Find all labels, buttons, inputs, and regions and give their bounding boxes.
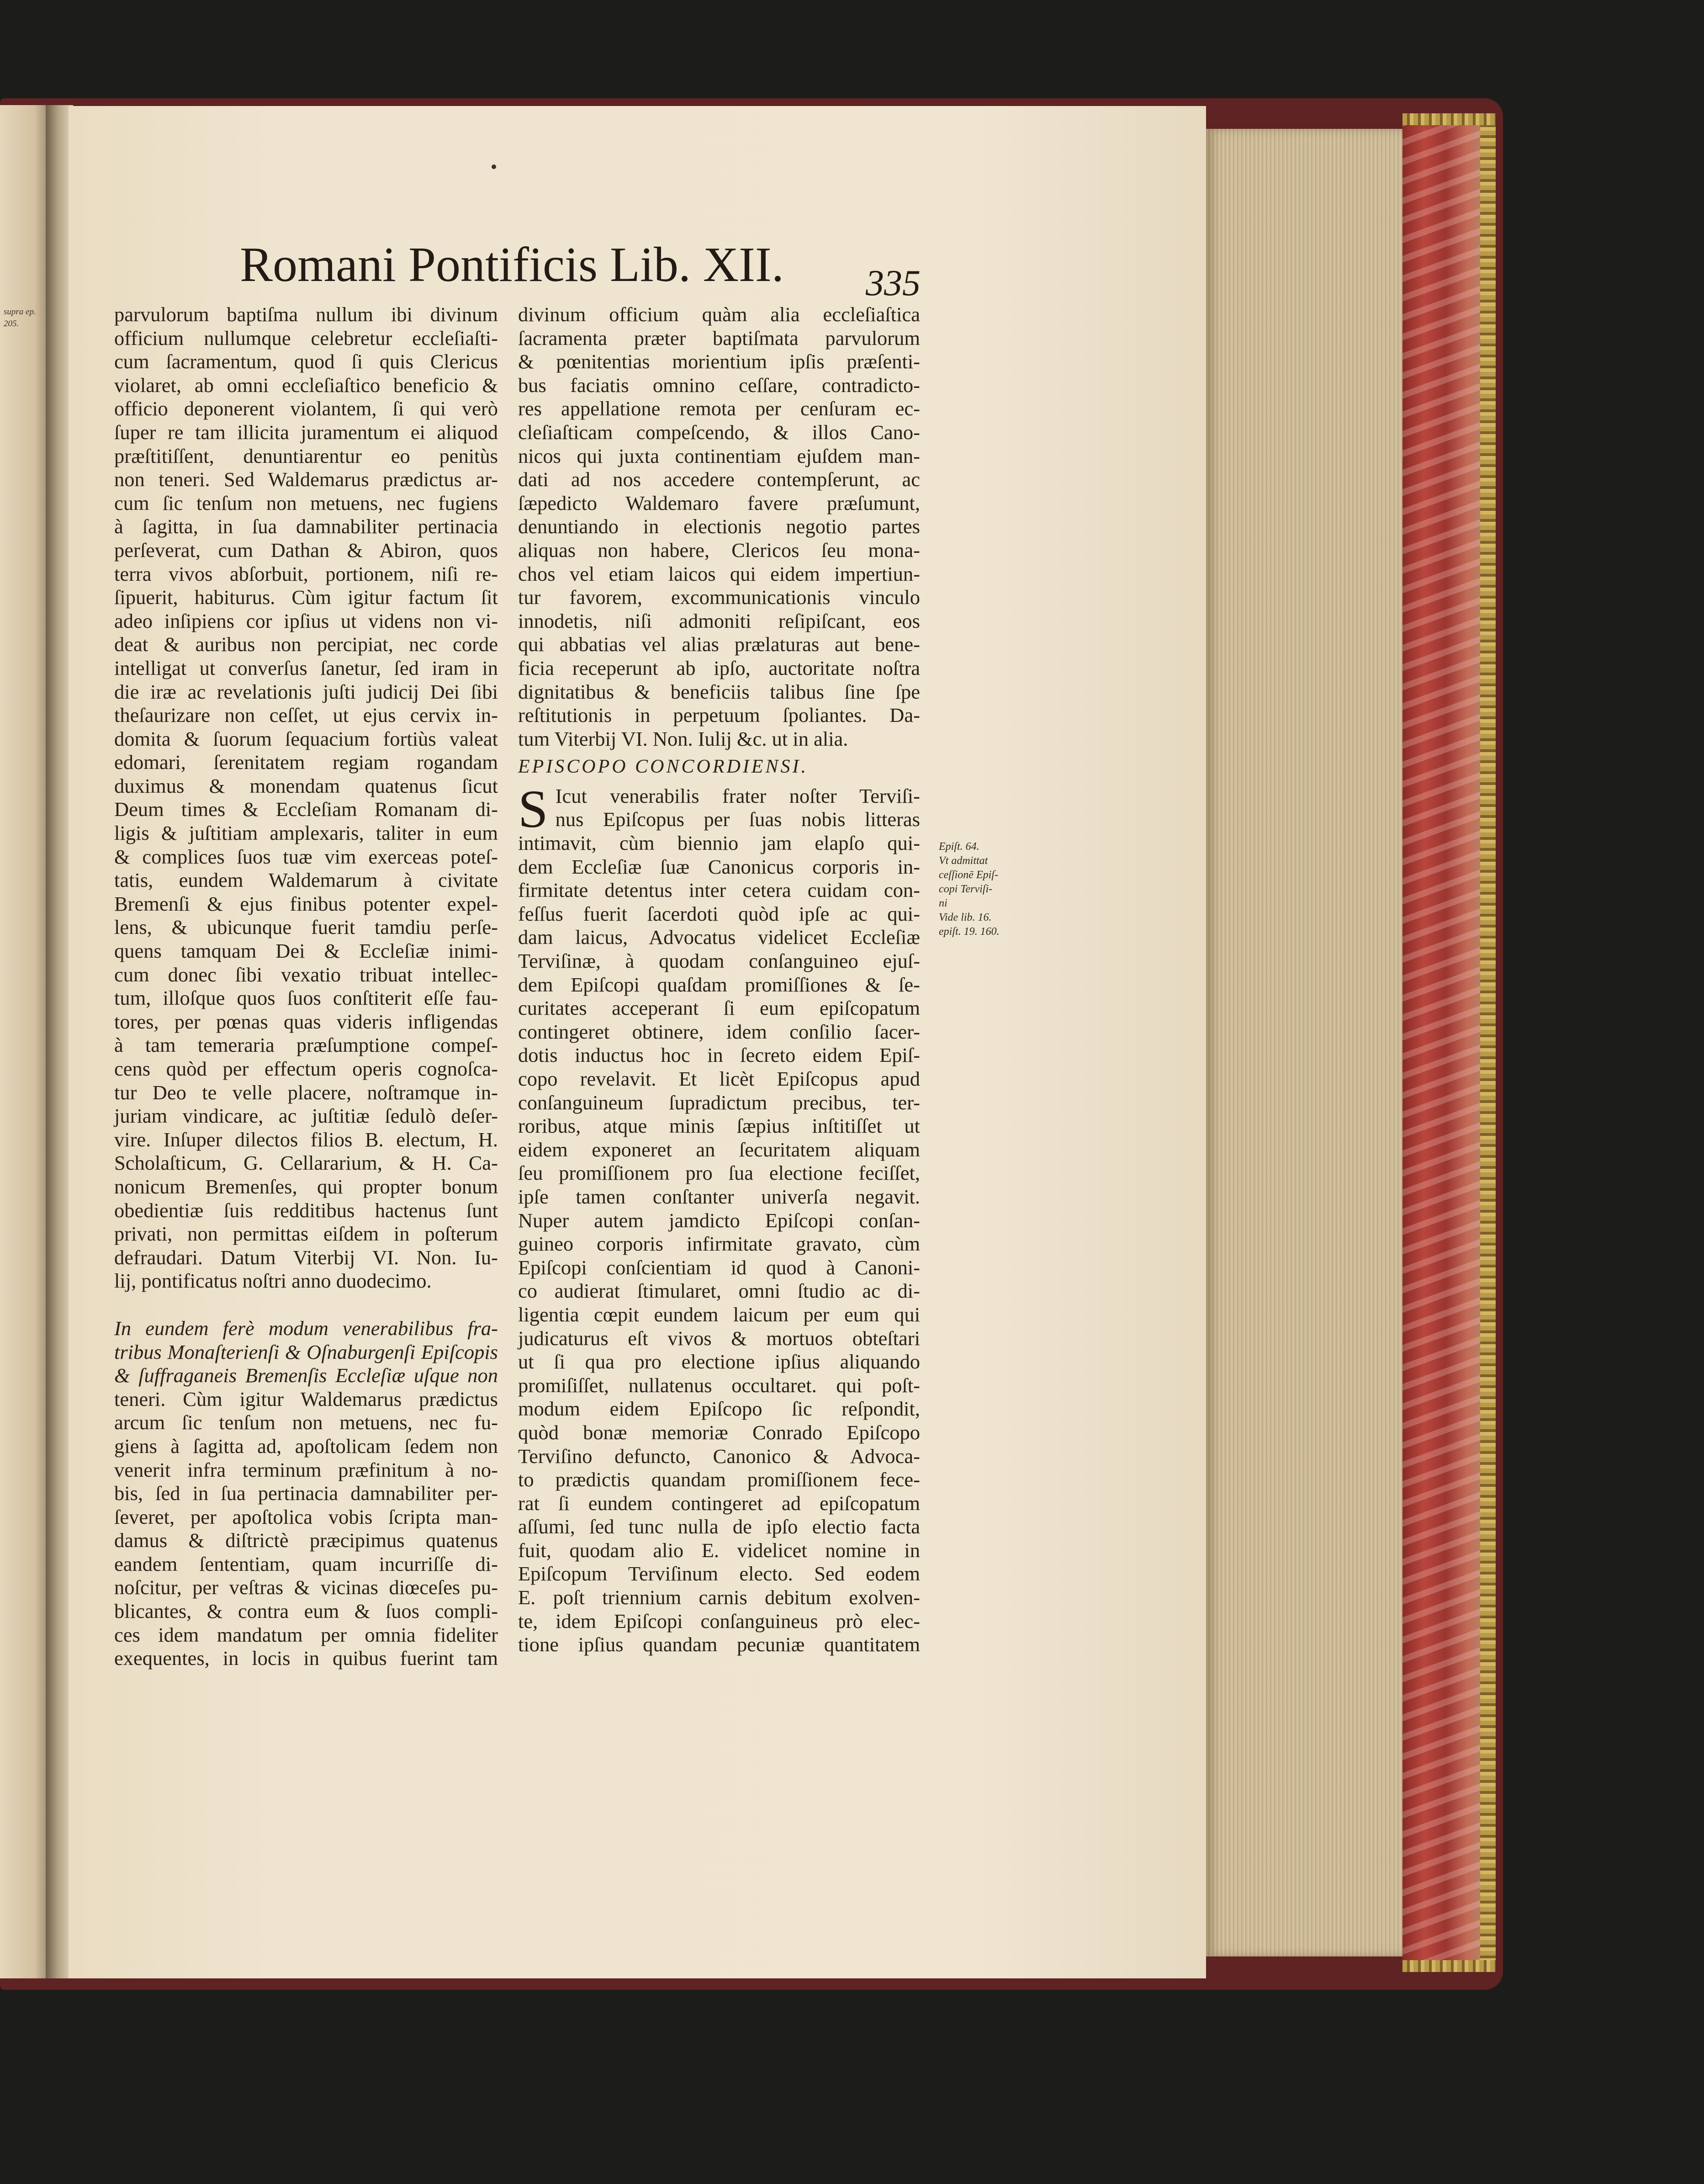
text-line: præſtitiſſent, denuntiarentur eo penitùs: [114, 444, 498, 467]
text-line: eidem exponeret an ſecuritatem aliquam: [518, 1138, 920, 1161]
text-line: ſuper re tam illicita juramentum ei aliquod: [114, 420, 498, 444]
text-line: fuit, quodam alio E. videlicet nomine in: [518, 1538, 920, 1562]
text-line: tum, illoſque quos ſuos conſtiterit eſſe fau-: [114, 986, 498, 1010]
gilt-border-bottom: [1402, 1960, 1496, 1972]
text-line: à tam temeraria præſumptione compeſ-: [114, 1034, 498, 1057]
text-line: quòd bonæ memoriæ Conrado Epiſcopo: [518, 1421, 920, 1444]
text-line: aliquas non habere, Clericos ſeu mona-: [518, 538, 920, 562]
text-line: qui abbatias vel alias prælaturas aut bene-: [518, 633, 920, 656]
text-line: Nuper autem jamdicto Epiſcopi conſan-: [518, 1209, 920, 1232]
text-line: res appellatione remota per cenſuram ec-: [518, 397, 920, 420]
text-line: teneri. Cùm igitur Waldemarus prædictus: [114, 1387, 498, 1410]
text-line: ficia receperunt ab ipſo, auctoritate noſtra: [518, 656, 920, 679]
running-head: Romani Pontificis Lib. XII.: [240, 238, 784, 292]
text-line: reſtitutionis in perpetuum ſpoliantes. Da-: [518, 704, 920, 727]
text-line: defraudari. Datum Viterbij VI. Non. Iu-: [114, 1246, 498, 1269]
text-line: ſeveret, per apoſtolica vobis ſcripta man-: [114, 1505, 498, 1528]
text-line: nus Epiſcopus per ſuas nobis litteras: [555, 808, 920, 831]
text-line: guineo corporis infirmitate gravato, cùm: [518, 1232, 920, 1256]
text-line: judicaturus eſt vivos & mortuos obteſtari: [518, 1326, 920, 1350]
text-line: dati ad nos accedere contempſerunt, ac: [518, 468, 920, 491]
left-page-edge: [0, 105, 49, 1978]
text-line: modum eidem Epiſcopo ſic reſpondit,: [518, 1397, 920, 1421]
text-line: Deum times & Eccleſiam Romanam di-: [114, 798, 498, 821]
page-block-edges: [1206, 129, 1402, 1956]
text-line: co audierat ſtimularet, omni ſtudio ac di-: [518, 1279, 920, 1303]
text-line: vire. Inſuper dilectos filios B. electum, H.: [114, 1128, 498, 1151]
paragraph-gap: [114, 1293, 498, 1317]
text-line: nicos qui juxta continentiam ejuſdem man-: [518, 444, 920, 467]
text-line: arcum ſic tenſum non metuens, nec fu-: [114, 1411, 498, 1434]
text-line: & complices ſuos tuæ vim exerceas poteſ-: [114, 845, 498, 868]
text-line: promiſiſſet, nullatenus occultaret. qui poſt-: [518, 1373, 920, 1397]
left-text-column: [114, 303, 498, 1670]
text-line: die iræ ac revelationis juſti judicij Dei ſibi: [114, 680, 498, 703]
text-line: privati, non permittas eiſdem in poſterum: [114, 1222, 498, 1246]
dropcap-lines: [518, 779, 920, 839]
text-line: conſanguineum ſupradictum precibus, ter-: [518, 1091, 920, 1114]
text-line: Epiſcopi conſcientiam id quod à Canoni-: [518, 1256, 920, 1279]
text-line: officium nullumque celebretur eccleſiaſti-: [114, 326, 498, 350]
marginal-note-line: copi Terviſi-: [939, 883, 993, 895]
page-number: 335: [866, 263, 921, 303]
text-line: tur Deo te velle placere, noſtramque in-: [114, 1081, 498, 1104]
text-line: perſeverat, cum Dathan & Abiron, quos: [114, 538, 498, 562]
text-line: deat & auribus non percipiat, nec corde: [114, 633, 498, 656]
text-line: dotis inductus hoc in ſecreto eidem Epiſ-: [518, 1044, 920, 1067]
text-line: domita & ſuorum ſequacium fortiùs valeat: [114, 727, 498, 750]
text-line: à ſagitta, in ſua damnabiliter pertinacia: [114, 515, 498, 538]
text-line: cum donec ſibi vexatio tribuat intellec-: [114, 963, 498, 986]
text-line: feſſus fuerit ſacerdoti quòd ipſe ac qui-: [518, 902, 920, 925]
text-line: terra vivos abſorbuit, portionem, niſi re-: [114, 562, 498, 585]
text-line: divinum officium quàm alia eccleſiaſtica: [518, 303, 920, 326]
text-line: ut ſi qua pro electione ipſius aliquando: [518, 1350, 920, 1373]
right-text-column: [518, 303, 920, 1657]
text-line: Icut venerabilis frater noſter Terviſi-: [555, 784, 920, 807]
text-line: ſacramenta præter baptiſmata parvulorum: [518, 326, 920, 350]
text-line: edomari, ſerenitatem regiam rogandam: [114, 751, 498, 774]
text-line: dignitatibus & beneficiis talibus ſine ſpe: [518, 680, 920, 703]
text-line: duximus & monendam quatenus ſicut: [114, 774, 498, 797]
text-line: intelligat ut converſus ſanetur, ſed iram in: [114, 656, 498, 679]
text-line: exequentes, in locis in quibus fuerint tam: [114, 1647, 498, 1670]
text-line: innodetis, niſi admoniti reſipiſcant, eos: [518, 609, 920, 632]
text-line: rat ſi eundem contingeret ad epiſcopatum: [518, 1491, 920, 1515]
text-line: E. poſt triennium carnis debitum exolven-: [518, 1586, 920, 1609]
text-line: tatis, eundem Waldemarum à civitate: [114, 869, 498, 892]
text-line: In eundem ferè modum venerabilibus fra-: [114, 1316, 498, 1340]
text-line: cleſiaſticam compeſcendo, & illos Cano-: [518, 420, 920, 444]
text-line: Terviſinæ, à quodam conſanguineo ejuſ-: [518, 949, 920, 973]
text-line: ſipuerit, habiturus. Cùm igitur factum ſit: [114, 586, 498, 609]
text-line: intimavit, cùm biennio jam elapſo qui-: [518, 832, 920, 855]
right-column-second-paragraph: [518, 832, 920, 1657]
drop-capital: S: [518, 779, 548, 839]
text-line: lens, & ubicunque fuerit tamdiu perſe-: [114, 916, 498, 939]
text-line: Epiſcopum Terviſinum electo. Sed eodem: [518, 1562, 920, 1585]
text-line: ligentia cœpit eundem laicum per eum qui: [518, 1303, 920, 1326]
marginal-note-line: Epiſt. 64.: [939, 841, 979, 853]
text-line: cum ſacramentum, quod ſi quis Clericus: [114, 350, 498, 373]
text-line: tur favorem, excommunicationis vinculo: [518, 586, 920, 609]
text-line: & ſuffraganeis Bremenſis Eccleſiæ uſque non: [114, 1364, 498, 1387]
text-line: copo revelavit. Et licèt Epiſcopus apud: [518, 1067, 920, 1090]
section-heading: EPISCOPO CONCORDIENSI.: [518, 756, 808, 778]
text-line: juriam vindicare, ac juſtitiæ ſedulò deſer-: [114, 1104, 498, 1128]
left-column-second-paragraph: [114, 1317, 498, 1670]
marginal-note: [939, 840, 1035, 939]
text-line: bus faciatis omnino ceſſare, contradicto-: [518, 373, 920, 397]
text-line: ligis & juſtitiam amplexaris, taliter in eum: [114, 822, 498, 845]
text-line: tores, per pœnas quas videris infligendas: [114, 1010, 498, 1033]
text-line: nonicum Bremenſes, qui propter bonum: [114, 1175, 498, 1198]
text-line: obedientiæ ſuis redditibus hactenus ſunt: [114, 1198, 498, 1222]
marginal-note-line: ni: [939, 897, 947, 909]
text-line: roribus, atque minis ſæpius inſtitiſſet ut: [518, 1114, 920, 1138]
text-line: noſcitur, per veſtras & vicinas diœceſes pu-: [114, 1576, 498, 1599]
text-line: violaret, ab omni eccleſiaſtico beneficio &: [114, 373, 498, 397]
text-line: Bremenſi & ejus finibus potenter expel-: [114, 892, 498, 915]
text-line: ipſe tamen conſtanter univerſa negavit.: [518, 1185, 920, 1208]
text-line: giens à ſagitta ad, apoſtolicam ſedem non: [114, 1434, 498, 1458]
text-line: damus & diſtrictè præcipimus quatenus: [114, 1529, 498, 1552]
marginal-note-line: ceſſionē Epiſ-: [939, 869, 998, 881]
text-line: ſeu promiſſionem pro ſua electione feciſſet,: [518, 1161, 920, 1185]
text-line: curitates acceperant ſi eum epiſcopatum: [518, 997, 920, 1020]
marginal-note-line: epiſt. 19. 160.: [939, 926, 1000, 938]
text-line: venerit infra terminum præfinitum à no-: [114, 1458, 498, 1481]
marginal-note-line: Vide lib. 16.: [939, 912, 992, 923]
text-line: lij, pontificatus noſtri anno duodecimo.: [114, 1269, 432, 1293]
left-page-marginal-note: supra ep. 205.: [4, 307, 36, 329]
left-column-lines: [114, 303, 498, 1293]
text-line: dem Epiſcopi quaſdam promiſſiones & ſe-: [518, 973, 920, 996]
text-line: officio deponerent violantem, ſi qui verò: [114, 397, 498, 420]
text-line: te, idem Epiſcopi conſanguineus prò elec-: [518, 1609, 920, 1633]
text-line: dem Eccleſiæ ſuæ Canonicus corporis in-: [518, 855, 920, 878]
text-line: adeo inſipiens cor ipſius ut videns non vi-: [114, 609, 498, 632]
marbled-endpaper: [1402, 120, 1489, 1966]
text-line: Terviſino defuncto, Canonico & Advoca-: [518, 1444, 920, 1468]
text-line: eandem ſententiam, quam incurriſſe di-: [114, 1552, 498, 1575]
text-line: tum Viterbij VI. Non. Iulij &c. ut in alia.: [518, 727, 848, 750]
text-line: ces idem mandatum per omnia fideliter: [114, 1623, 498, 1646]
text-line: ſæpedicto Waldemaro favere præſumunt,: [518, 491, 920, 514]
text-line: & pœnitentias morientium ipſis præſenti-: [518, 350, 920, 373]
gilt-border-top: [1402, 113, 1496, 125]
text-line: aſſumi, ſed tunc nulla de ipſo electio facta: [518, 1515, 920, 1538]
text-line: cens quòd per effectum operis cognoſca-: [114, 1057, 498, 1080]
text-line: blicantes, & contra eum & ſuos compli-: [114, 1600, 498, 1623]
text-line: Scholaſticum, G. Cellararium, & H. Ca-: [114, 1151, 498, 1175]
text-line: theſaurizare non ceſſet, ut ejus cervix in-: [114, 704, 498, 727]
marginal-note-line: Vt admittat: [939, 855, 988, 867]
text-line: parvulorum baptiſma nullum ibi divinum: [114, 303, 498, 326]
ink-dot: [492, 164, 496, 169]
right-column-lines: [518, 303, 920, 751]
text-line: cum ſic tenſum non metuens, nec fugiens: [114, 491, 498, 514]
text-line: to prædictis quandam promiſſionem fece-: [518, 1468, 920, 1491]
text-line: dam laicus, Advocatus videlicet Eccleſiæ: [518, 926, 920, 949]
text-line: quens tamquam Dei & Eccleſiæ inimi-: [114, 939, 498, 963]
text-line: non teneri. Sed Waldemarus prædictus ar-: [114, 468, 498, 491]
text-line: tione ipſius quandam pecuniæ quantitatem: [518, 1633, 920, 1656]
gilt-border: [1480, 120, 1496, 1966]
text-line: firmitate detentus inter cetera cuidam con-: [518, 879, 920, 902]
text-line: bis, ſed in ſua pertinacia damnabiliter per-: [114, 1482, 498, 1505]
text-line: chos vel etiam laicos qui eidem impertiun-: [518, 562, 920, 585]
text-line: denuntiando in electionis negotio partes: [518, 515, 920, 538]
text-line: contingeret obtinere, idem conſilio ſacer-: [518, 1020, 920, 1043]
text-line: tribus Monaſterienſi & Oſnaburgenſi Epiſcopis: [114, 1340, 498, 1363]
